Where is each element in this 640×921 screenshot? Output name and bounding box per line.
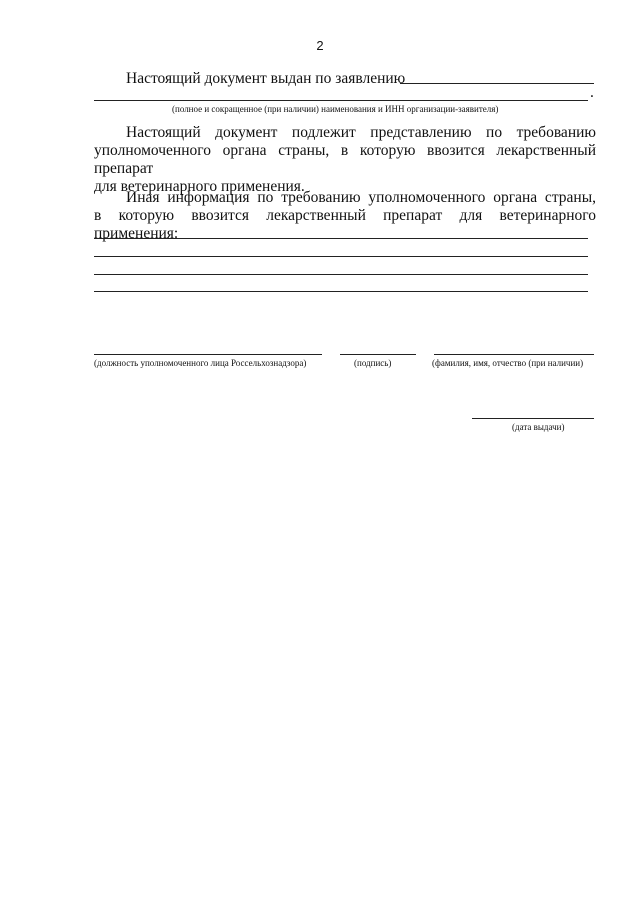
issue-date-line[interactable] — [472, 418, 594, 419]
issue-date-caption: (дата выдачи) — [512, 422, 565, 432]
paragraph1-line3: для ветеринарного применения. — [94, 178, 305, 195]
position-signature-line[interactable] — [94, 354, 322, 355]
signature-caption: (подпись) — [354, 358, 392, 368]
applicant-caption: (полное и сокращенное (при наличии) наименования и ИНН организации-заявителя) — [172, 104, 499, 114]
paragraph1-line2: уполномоченного органа страны, в которую ввозится лекарственный препарат — [94, 142, 596, 177]
paragraph2-line1: Иная информация по требованию уполномоченного органа страны, — [126, 189, 596, 206]
position-caption: (должность уполномоченного лица Россельхознадзора) — [94, 358, 307, 368]
full-name-caption: (фамилия, имя, отчество (при наличии) — [432, 358, 584, 368]
other-info-line[interactable] — [94, 238, 588, 239]
signature-line[interactable] — [340, 354, 416, 355]
page-number: 2 — [316, 38, 324, 53]
paragraph-other-info — [94, 189, 596, 243]
issued-lead-text: Настоящий документ выдан по заявлению — [126, 70, 406, 87]
other-info-line[interactable] — [94, 256, 588, 257]
other-info-line[interactable] — [94, 291, 588, 292]
applicant-field-line[interactable] — [400, 83, 594, 84]
paragraph-presentation — [94, 124, 596, 196]
other-info-line[interactable] — [94, 274, 588, 275]
applicant-name-line[interactable] — [94, 100, 588, 101]
applicant-line-period: . — [590, 84, 594, 101]
full-name-line[interactable] — [434, 354, 594, 355]
paragraph2-line2: в которую ввозится лекарственный препарат для ветеринарного применения: — [94, 207, 596, 242]
paragraph1-line1: Настоящий документ подлежит представлению по требованию — [126, 124, 596, 141]
